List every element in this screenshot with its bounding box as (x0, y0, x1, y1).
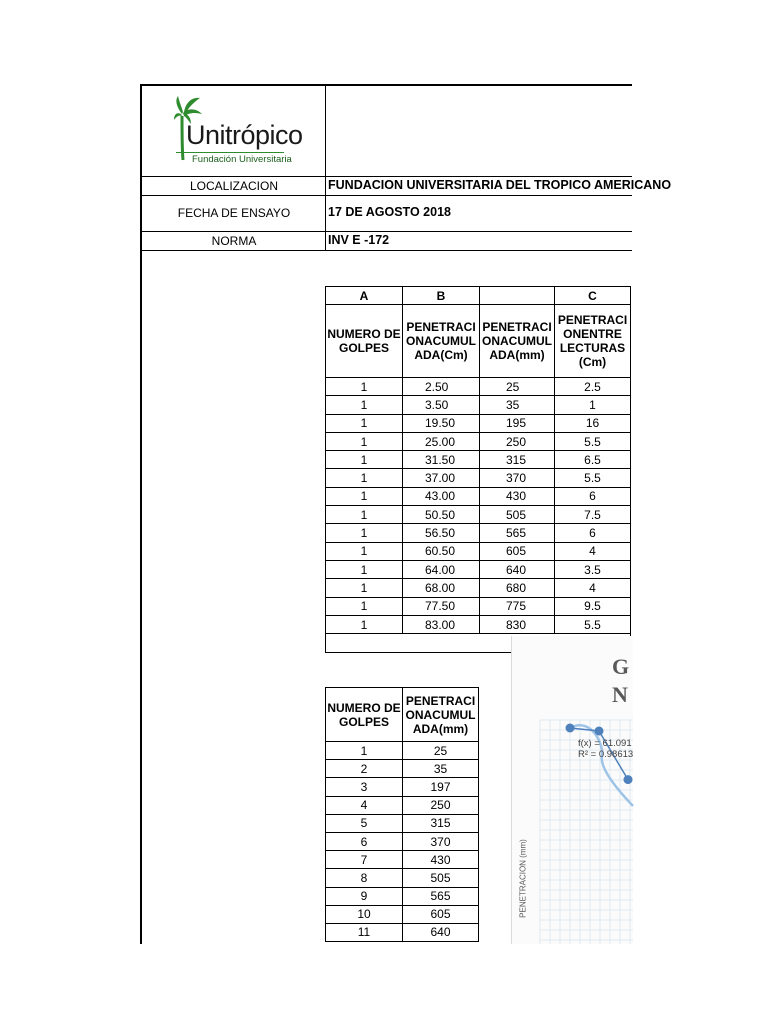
golpes-cell: 11 (326, 923, 403, 941)
penetracion-mm-cell: 430 (403, 851, 479, 869)
chart-plot (512, 636, 633, 944)
table-row (326, 396, 631, 414)
penetracion-cm-cell: 68.00 (403, 579, 480, 597)
golpes-cell: 1 (326, 579, 403, 597)
penetracion-mm-cell: 505 (403, 869, 479, 887)
fecha-label: FECHA DE ENSAYO (177, 206, 291, 220)
penetracion-cm-cell: 77.50 (403, 597, 480, 615)
penetracion-mm-cell: 640 (480, 560, 555, 578)
penetracion-cm-cell: 37.00 (403, 469, 480, 487)
header-line-2 (140, 195, 632, 196)
penetracion-mm-cell: 605 (403, 905, 479, 923)
golpes-cell: 9 (326, 887, 403, 905)
golpes-cell: 3 (326, 778, 403, 796)
lecturas-cell: 4 (555, 542, 631, 560)
table-footer-cell (403, 634, 480, 653)
header-line-3 (140, 231, 632, 232)
golpes-cell: 1 (326, 396, 403, 414)
lecturas-cell: 5.5 (555, 615, 631, 633)
table-footer-cell (326, 634, 403, 653)
localizacion-value: FUNDACION UNIVERSITARIA DEL TROPICO AMERICANO (328, 178, 672, 192)
table-row (326, 469, 631, 487)
data-point (566, 724, 575, 733)
penetracion-mm-cell: 35 (480, 396, 555, 414)
golpes-table (325, 687, 479, 942)
lecturas-cell: 7.5 (555, 506, 631, 524)
golpes-cell: 1 (326, 432, 403, 450)
penetracion-mm-cell: 605 (480, 542, 555, 560)
lecturas-cell: 9.5 (555, 597, 631, 615)
table-row (326, 796, 479, 814)
logo (172, 94, 303, 172)
header-penetracion-cm: PENETRACI ONACUMUL ADA(Cm) (403, 305, 480, 378)
table-row (326, 451, 631, 469)
logo-tagline: Fundación Universitaria (192, 154, 292, 165)
penetracion-mm-cell: 250 (480, 432, 555, 450)
penetracion-mm-cell: 195 (480, 414, 555, 432)
penetracion-mm-cell: 830 (480, 615, 555, 633)
penetracion-cm-cell: 43.00 (403, 487, 480, 505)
column-letter-a: A (326, 287, 403, 305)
table-row (326, 814, 479, 832)
penetracion-cm-cell: 83.00 (403, 615, 480, 633)
penetracion-cm-cell: 31.50 (403, 451, 480, 469)
table-row (326, 524, 631, 542)
penetration-table (325, 286, 631, 653)
penetracion-mm-cell: 250 (403, 796, 479, 814)
chart-title-line-1: G (612, 654, 630, 679)
penetracion-mm-cell: 35 (403, 760, 479, 778)
column-letter-empty (480, 287, 555, 305)
penetration-chart (511, 636, 633, 944)
penetracion-mm-cell: 680 (480, 579, 555, 597)
lecturas-cell: 2.5 (555, 378, 631, 396)
chart-y-axis-label: PENETRACION (mm) (518, 839, 528, 918)
table-row (326, 506, 631, 524)
golpes-cell: 1 (326, 524, 403, 542)
table-row (326, 905, 479, 923)
penetracion-mm-cell: 315 (480, 451, 555, 469)
header-line-1 (140, 176, 632, 177)
table-row (326, 887, 479, 905)
logo-underline (176, 152, 284, 153)
column-letter-b: B (403, 287, 480, 305)
chart-equation: f(x) = 61.091 (578, 738, 632, 749)
penetracion-mm-cell: 370 (403, 832, 479, 850)
golpes-cell: 1 (326, 469, 403, 487)
column-letter-c: C (555, 287, 631, 305)
golpes-cell: 8 (326, 869, 403, 887)
localizacion-label: LOCALIZACION (189, 179, 279, 193)
penetracion-mm-cell: 315 (403, 814, 479, 832)
lecturas-cell: 4 (555, 579, 631, 597)
header-line-4 (140, 250, 632, 251)
golpes-cell: 1 (326, 451, 403, 469)
golpes-cell: 1 (326, 378, 403, 396)
lecturas-cell: 5.5 (555, 469, 631, 487)
penetracion-cm-cell: 60.50 (403, 542, 480, 560)
chart-title-line-2: N (612, 682, 628, 707)
table-row (326, 923, 479, 941)
data-point (624, 775, 633, 784)
data-point (595, 727, 604, 736)
table-row (326, 487, 631, 505)
golpes-cell: 1 (326, 597, 403, 615)
golpes-cell: 1 (326, 742, 403, 760)
penetracion-mm-cell: 640 (403, 923, 479, 941)
golpes-cell: 2 (326, 760, 403, 778)
penetracion-cm-cell: 50.50 (403, 506, 480, 524)
penetracion-cm-cell: 3.50 (403, 396, 480, 414)
table-row (326, 760, 479, 778)
header-numero-golpes: NUMERO DE GOLPES (326, 305, 403, 378)
chart-r-squared: R² = 0.98613 (578, 749, 634, 760)
lecturas-cell: 3.5 (555, 560, 631, 578)
table-row (326, 432, 631, 450)
golpes-cell: 7 (326, 851, 403, 869)
logo-brand-text: Unitrópico (186, 120, 303, 150)
header-penetracion-lecturas: PENETRACI ONENTRE LECTURAS (Cm) (555, 305, 631, 378)
golpes-cell: 1 (326, 487, 403, 505)
table-row (326, 742, 479, 760)
penetracion-mm-cell: 25 (480, 378, 555, 396)
golpes-cell: 5 (326, 814, 403, 832)
penetracion-mm-cell: 25 (403, 742, 479, 760)
golpes-cell: 1 (326, 506, 403, 524)
lecturas-cell: 6 (555, 487, 631, 505)
header-penetracion-mm: PENETRACI ONACUMUL ADA(mm) (480, 305, 555, 378)
golpes-cell: 1 (326, 414, 403, 432)
golpes-cell: 1 (326, 560, 403, 578)
lecturas-cell: 16 (555, 414, 631, 432)
penetracion-mm-cell: 565 (403, 887, 479, 905)
norma-value: INV E -172 (328, 233, 390, 247)
penetracion-cm-cell: 2.50 (403, 378, 480, 396)
fecha-value: 17 DE AGOSTO 2018 (328, 205, 451, 219)
penetracion-mm-cell: 370 (480, 469, 555, 487)
penetracion-cm-cell: 56.50 (403, 524, 480, 542)
lecturas-cell: 5.5 (555, 432, 631, 450)
lecturas-cell: 6 (555, 524, 631, 542)
header-numero-golpes-2: NUMERO DE GOLPES (326, 688, 403, 742)
penetracion-cm-cell: 19.50 (403, 414, 480, 432)
golpes-cell: 10 (326, 905, 403, 923)
penetracion-mm-cell: 565 (480, 524, 555, 542)
penetracion-cm-cell: 25.00 (403, 432, 480, 450)
table-row (326, 851, 479, 869)
golpes-cell: 6 (326, 832, 403, 850)
table-row (326, 378, 631, 396)
golpes-cell: 1 (326, 615, 403, 633)
penetracion-cm-cell: 64.00 (403, 560, 480, 578)
lecturas-cell: 6.5 (555, 451, 631, 469)
penetracion-mm-cell: 505 (480, 506, 555, 524)
table-row (326, 778, 479, 796)
penetracion-mm-cell: 775 (480, 597, 555, 615)
penetracion-mm-cell: 430 (480, 487, 555, 505)
table-row (326, 597, 631, 615)
norma-label: NORMA (211, 234, 257, 248)
penetracion-mm-cell: 197 (403, 778, 479, 796)
table-row (326, 832, 479, 850)
frame-top-border (140, 84, 632, 86)
table-row (326, 869, 479, 887)
table-row (326, 414, 631, 432)
table-row (326, 560, 631, 578)
table-row (326, 615, 631, 633)
table-row (326, 542, 631, 560)
lecturas-cell: 1 (555, 396, 631, 414)
golpes-cell: 1 (326, 542, 403, 560)
header-penetracion-mm-2: PENETRACI ONACUMUL ADA(mm) (403, 688, 479, 742)
table-row (326, 579, 631, 597)
golpes-cell: 4 (326, 796, 403, 814)
